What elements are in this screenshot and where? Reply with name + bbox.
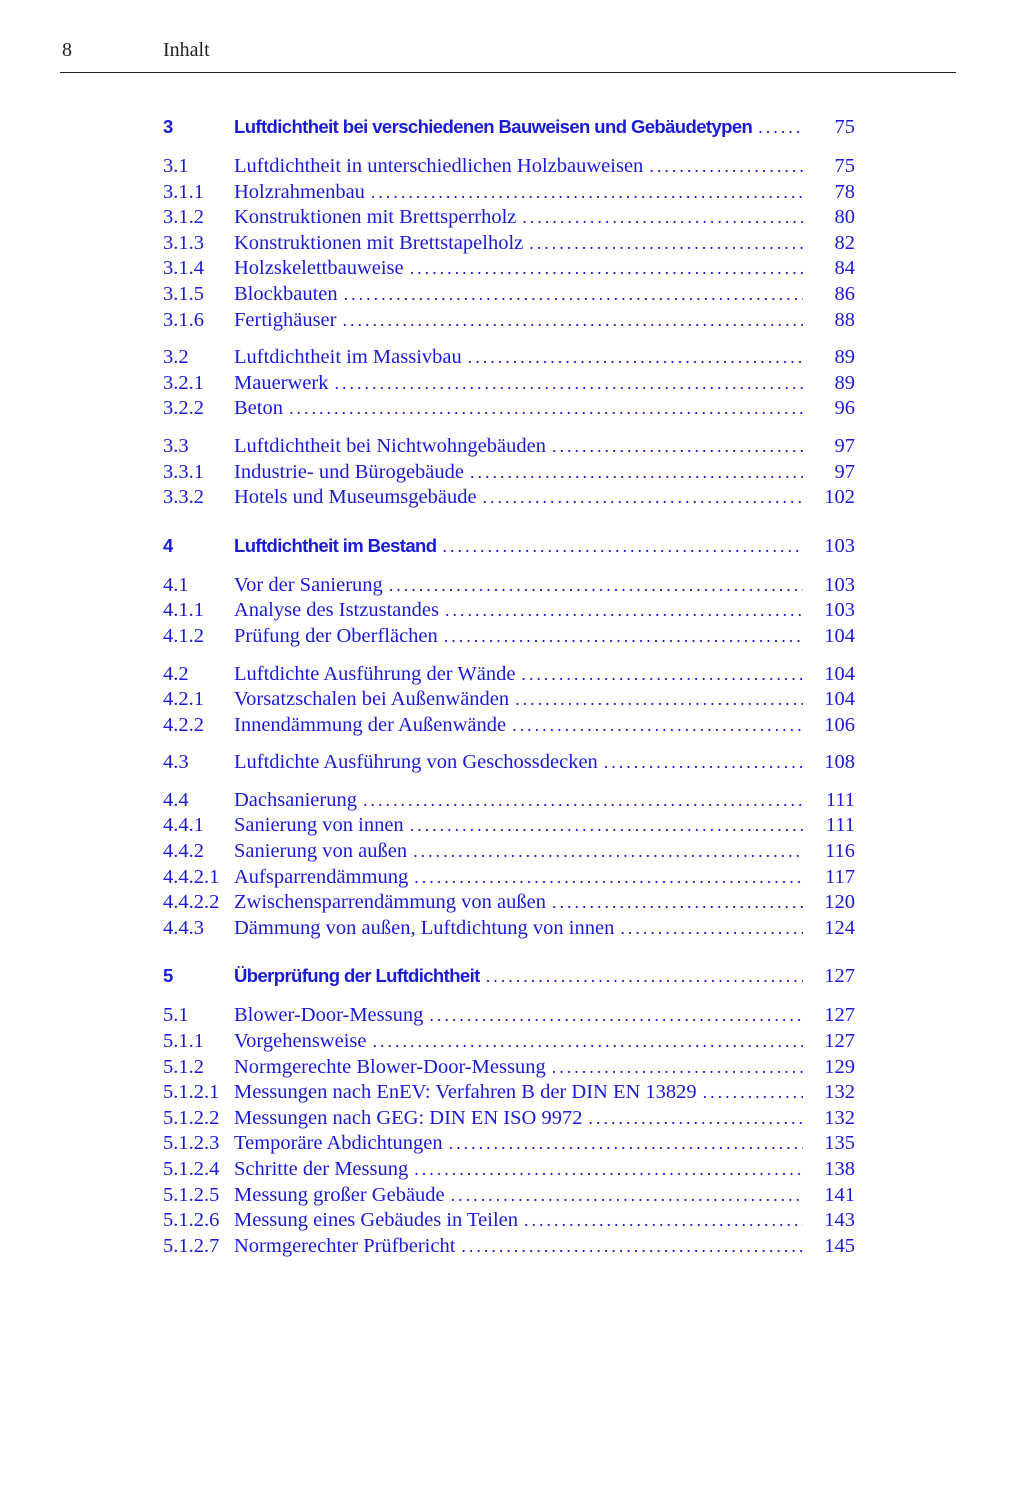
toc-entry-title[interactable]: Konstruktionen mit Brettsperrholz bbox=[234, 205, 522, 231]
toc-chapter-entry[interactable] bbox=[163, 112, 855, 142]
toc-entry-number: 4.4.3 bbox=[163, 916, 204, 939]
toc-entry-number: 4.2.1 bbox=[163, 688, 204, 711]
toc-entry-page[interactable]: 108 bbox=[824, 751, 855, 774]
toc-entry-title[interactable]: Sanierung von innen bbox=[234, 813, 410, 839]
toc-entry-title[interactable]: Normgerechter Prüfbericht bbox=[234, 1234, 461, 1260]
toc-section-group bbox=[163, 154, 855, 333]
toc-entry-title[interactable]: Schritte der Messung bbox=[234, 1157, 414, 1183]
toc-entry-title[interactable]: Analyse des Istzustandes bbox=[234, 598, 445, 624]
toc-entry-page[interactable]: 103 bbox=[824, 534, 855, 557]
toc-entry[interactable] bbox=[163, 687, 855, 713]
toc-entry-page[interactable]: 124 bbox=[824, 916, 855, 939]
toc-entry-number: 3.3.2 bbox=[163, 486, 204, 509]
toc-dot-leader bbox=[515, 687, 803, 713]
toc-entry-page[interactable]: 132 bbox=[824, 1106, 855, 1129]
toc-entry[interactable] bbox=[163, 813, 855, 839]
toc-entry-number: 5.1.2.5 bbox=[163, 1183, 220, 1206]
toc-section-group bbox=[163, 345, 855, 422]
toc-entry-number: 3.3 bbox=[163, 434, 189, 457]
toc-entry-page[interactable]: 88 bbox=[834, 308, 855, 331]
toc-entry-page[interactable]: 96 bbox=[834, 397, 855, 420]
toc-entry-number: 5 bbox=[163, 965, 173, 987]
toc-entry-title[interactable]: Dachsanierung bbox=[234, 788, 363, 814]
toc-entry-page[interactable]: 80 bbox=[834, 206, 855, 229]
toc-entry-number: 4.4.1 bbox=[163, 814, 204, 837]
toc-section-group bbox=[163, 434, 855, 511]
toc-entry-number: 4.1.2 bbox=[163, 624, 204, 647]
toc-dot-leader bbox=[289, 396, 803, 422]
toc-dot-leader bbox=[522, 205, 803, 231]
toc-entry-title[interactable]: Hotels und Museumsgebäude bbox=[234, 485, 483, 511]
toc-entry-number: 5.1.2 bbox=[163, 1055, 204, 1078]
toc-entry-title[interactable]: Vorsatzschalen bei Außenwänden bbox=[234, 687, 515, 713]
toc-entry-number: 3.3.1 bbox=[163, 460, 204, 483]
toc-entry[interactable] bbox=[163, 1029, 855, 1055]
toc-entry-number: 5.1.2.2 bbox=[163, 1106, 220, 1129]
toc-chapter-heading bbox=[163, 112, 855, 142]
toc-dot-leader bbox=[372, 1029, 803, 1055]
toc-dot-leader bbox=[521, 662, 803, 688]
toc-entry-title[interactable]: Holzskelettbauweise bbox=[234, 256, 410, 282]
toc-entry-page[interactable]: 75 bbox=[834, 116, 855, 138]
toc-entry[interactable] bbox=[163, 1208, 855, 1234]
toc-entry[interactable] bbox=[163, 1106, 855, 1132]
toc-entry-number: 5.1 bbox=[163, 1004, 189, 1027]
toc-entry-page[interactable]: 103 bbox=[824, 599, 855, 622]
toc-entry-number: 5.1.2.4 bbox=[163, 1158, 220, 1180]
toc-entry-page[interactable]: 127 bbox=[824, 1004, 855, 1027]
toc-dot-leader bbox=[524, 1208, 803, 1234]
toc-entry-title[interactable]: Messung eines Gebäudes in Teilen bbox=[234, 1208, 524, 1234]
toc-entry-page[interactable]: 117 bbox=[825, 865, 855, 888]
toc-entry-page[interactable]: 135 bbox=[824, 1132, 855, 1155]
toc-dot-leader bbox=[334, 371, 803, 397]
toc-dot-leader bbox=[552, 890, 803, 916]
toc-entry[interactable] bbox=[163, 1055, 855, 1081]
toc-entry-number: 4.4 bbox=[163, 788, 189, 811]
toc-entry-title[interactable]: Blower-Door-Messung bbox=[234, 1003, 429, 1029]
toc-entry[interactable] bbox=[163, 890, 855, 916]
toc-entry-page[interactable]: 75 bbox=[834, 155, 855, 177]
toc-section-group bbox=[163, 788, 855, 942]
toc-entry-number: 3.1.6 bbox=[163, 308, 204, 331]
toc-entry-page[interactable]: 82 bbox=[834, 231, 855, 254]
toc-entry-number: 4.4.2.2 bbox=[163, 891, 220, 914]
toc-entry[interactable] bbox=[163, 865, 855, 891]
toc-entry-page[interactable]: 138 bbox=[824, 1158, 855, 1180]
toc-entry-title[interactable]: Luftdichtheit in unterschiedlichen Holzbauweisen bbox=[234, 154, 649, 180]
toc-entry-number: 5.1.2.1 bbox=[163, 1081, 220, 1104]
toc-dot-leader bbox=[483, 485, 803, 511]
toc-entry[interactable] bbox=[163, 1080, 855, 1106]
toc-entry-number: 3.1.4 bbox=[163, 257, 204, 280]
toc-dot-leader bbox=[703, 1080, 803, 1106]
toc-entry-page[interactable]: 111 bbox=[825, 788, 855, 811]
page-number: 8 bbox=[62, 39, 72, 61]
toc-entry[interactable] bbox=[163, 573, 855, 599]
toc-entry-page[interactable]: 86 bbox=[834, 282, 855, 305]
toc-entry[interactable] bbox=[163, 1131, 855, 1157]
toc-entry-number: 3.1.1 bbox=[163, 180, 204, 203]
toc-entry-title[interactable]: Vorgehensweise bbox=[234, 1029, 372, 1055]
toc-entry-title[interactable]: Luftdichtheit im Massivbau bbox=[234, 345, 468, 371]
toc-entry[interactable] bbox=[163, 598, 855, 624]
toc-dot-leader bbox=[414, 865, 803, 891]
toc-section-group bbox=[163, 750, 855, 776]
table-of-contents bbox=[163, 112, 855, 1259]
toc-entry-number: 3 bbox=[163, 116, 173, 137]
toc-entry[interactable] bbox=[163, 662, 855, 688]
toc-entry-page[interactable]: 104 bbox=[824, 662, 855, 685]
toc-entry[interactable] bbox=[163, 396, 855, 422]
toc-dot-leader bbox=[461, 1234, 803, 1260]
toc-dot-leader bbox=[552, 1055, 803, 1081]
toc-entry-title[interactable]: Mauerwerk bbox=[234, 371, 334, 397]
toc-dot-leader bbox=[470, 460, 803, 486]
toc-entry-number: 5.1.2.7 bbox=[163, 1234, 220, 1257]
toc-entry[interactable] bbox=[163, 231, 855, 257]
toc-entry-number: 4.4.2 bbox=[163, 840, 204, 863]
toc-entry-page[interactable]: 89 bbox=[834, 371, 855, 394]
toc-dot-leader bbox=[389, 573, 803, 599]
toc-dot-leader bbox=[414, 1157, 803, 1183]
toc-entry-title[interactable]: Messungen nach GEG: DIN EN ISO 9972 bbox=[234, 1106, 588, 1132]
toc-entry[interactable] bbox=[163, 485, 855, 511]
toc-entry-title[interactable]: Überprüfung der Luftdichtheit bbox=[234, 961, 486, 991]
toc-dot-leader bbox=[342, 308, 803, 334]
toc-section-group bbox=[163, 662, 855, 739]
toc-entry-page[interactable]: 89 bbox=[834, 346, 855, 369]
toc-entry-title[interactable]: Normgerechte Blower-Door-Messung bbox=[234, 1055, 552, 1081]
toc-dot-leader bbox=[445, 598, 803, 624]
toc-chapter bbox=[163, 112, 855, 511]
toc-entry-title[interactable]: Industrie- und Bürogebäude bbox=[234, 460, 470, 486]
toc-entry-number: 3.1.2 bbox=[163, 206, 204, 229]
toc-entry-title[interactable]: Prüfung der Oberflächen bbox=[234, 624, 444, 650]
toc-dot-leader bbox=[529, 231, 803, 257]
toc-dot-leader bbox=[451, 1183, 803, 1209]
toc-entry-title[interactable]: Luftdichte Ausführung der Wände bbox=[234, 662, 521, 688]
toc-entry-title[interactable]: Luftdichtheit im Bestand bbox=[234, 531, 442, 561]
toc-entry-page[interactable]: 143 bbox=[824, 1209, 855, 1232]
toc-entry-title[interactable]: Holzrahmenbau bbox=[234, 180, 371, 206]
toc-entry-page[interactable]: 104 bbox=[824, 624, 855, 647]
toc-entry-page[interactable]: 78 bbox=[834, 180, 855, 203]
toc-entry-page[interactable]: 145 bbox=[824, 1234, 855, 1257]
toc-entry[interactable] bbox=[163, 1003, 855, 1029]
toc-entry[interactable] bbox=[163, 371, 855, 397]
toc-entry-page[interactable]: 102 bbox=[824, 486, 855, 509]
toc-entry[interactable] bbox=[163, 750, 855, 776]
toc-entry[interactable] bbox=[163, 256, 855, 282]
toc-entry-page[interactable]: 132 bbox=[824, 1081, 855, 1104]
toc-entry-number: 4.3 bbox=[163, 751, 189, 774]
toc-entry-page[interactable]: 116 bbox=[825, 840, 855, 863]
toc-entry[interactable] bbox=[163, 624, 855, 650]
toc-entry-page[interactable]: 97 bbox=[834, 434, 855, 457]
toc-entry-title[interactable]: Blockbauten bbox=[234, 282, 344, 308]
toc-entry-number: 3.1 bbox=[163, 155, 189, 177]
toc-chapter bbox=[163, 961, 855, 1259]
toc-dot-leader bbox=[410, 256, 803, 282]
page-header bbox=[60, 38, 956, 73]
toc-entry-title[interactable]: Aufsparrendämmung bbox=[234, 865, 414, 891]
toc-entry[interactable] bbox=[163, 180, 855, 206]
toc-entry-page[interactable]: 141 bbox=[824, 1183, 855, 1206]
toc-entry[interactable] bbox=[163, 788, 855, 814]
toc-dot-leader bbox=[413, 839, 803, 865]
toc-dot-leader bbox=[371, 180, 803, 206]
toc-chapter-entry[interactable] bbox=[163, 961, 855, 991]
toc-entry[interactable] bbox=[163, 308, 855, 334]
toc-entry-page[interactable]: 103 bbox=[824, 573, 855, 596]
toc-entry-number: 3.2.2 bbox=[163, 397, 204, 420]
toc-entry-title[interactable]: Vor der Sanierung bbox=[234, 573, 389, 599]
toc-entry-number: 4 bbox=[163, 534, 173, 556]
toc-dot-leader bbox=[410, 813, 803, 839]
toc-dot-leader bbox=[604, 750, 803, 776]
toc-entry[interactable] bbox=[163, 345, 855, 371]
running-title: Inhalt bbox=[163, 39, 210, 61]
toc-dot-leader bbox=[449, 1131, 803, 1157]
toc-entry-number: 5.1.1 bbox=[163, 1030, 204, 1053]
toc-entry[interactable] bbox=[163, 1183, 855, 1209]
toc-chapter-heading bbox=[163, 531, 855, 561]
toc-entry[interactable] bbox=[163, 205, 855, 231]
toc-entry-number: 4.1 bbox=[163, 573, 189, 596]
toc-entry-page[interactable]: 104 bbox=[824, 688, 855, 711]
toc-entry[interactable] bbox=[163, 1234, 855, 1260]
toc-dot-leader bbox=[444, 624, 803, 650]
toc-entry-number: 3.2 bbox=[163, 346, 189, 369]
toc-chapter bbox=[163, 531, 855, 942]
toc-section-group bbox=[163, 1003, 855, 1259]
toc-entry[interactable] bbox=[163, 839, 855, 865]
toc-entry[interactable] bbox=[163, 713, 855, 739]
toc-entry-page[interactable]: 106 bbox=[824, 713, 855, 736]
toc-entry-title[interactable]: Beton bbox=[234, 396, 289, 422]
toc-entry-page[interactable]: 127 bbox=[824, 965, 855, 988]
toc-entry-title[interactable]: Luftdichtheit bei verschiedenen Bauweisen und Gebäudetypen bbox=[234, 112, 758, 142]
toc-entry-number: 4.1.1 bbox=[163, 599, 204, 622]
toc-entry-number: 3.2.1 bbox=[163, 371, 204, 394]
toc-entry-title[interactable]: Temporäre Abdichtungen bbox=[234, 1131, 449, 1157]
toc-entry-number: 4.2.2 bbox=[163, 713, 204, 736]
toc-dot-leader bbox=[344, 282, 803, 308]
toc-dot-leader bbox=[588, 1106, 803, 1132]
toc-dot-leader bbox=[468, 345, 803, 371]
toc-entry-title[interactable]: Zwischensparrendämmung von außen bbox=[234, 890, 552, 916]
toc-entry-page[interactable]: 120 bbox=[824, 891, 855, 914]
toc-entry[interactable] bbox=[163, 434, 855, 460]
toc-entry-number: 3.1.5 bbox=[163, 282, 204, 305]
toc-dot-leader bbox=[486, 961, 803, 991]
toc-entry-number: 3.1.3 bbox=[163, 231, 204, 254]
toc-entry-title[interactable]: Luftdichte Ausführung von Geschossdecken bbox=[234, 750, 604, 776]
toc-entry-page[interactable]: 127 bbox=[824, 1030, 855, 1053]
toc-dot-leader bbox=[512, 713, 803, 739]
toc-dot-leader bbox=[363, 788, 803, 814]
toc-entry-page[interactable]: 84 bbox=[834, 257, 855, 280]
toc-dot-leader bbox=[552, 434, 803, 460]
toc-entry-number: 4.2 bbox=[163, 662, 189, 685]
toc-entry[interactable] bbox=[163, 460, 855, 486]
toc-entry-number: 4.4.2.1 bbox=[163, 865, 220, 888]
toc-entry-title[interactable]: Luftdichtheit bei Nichtwohngebäuden bbox=[234, 434, 552, 460]
toc-entry-page[interactable]: 111 bbox=[825, 814, 855, 837]
toc-entry-number: 5.1.2.3 bbox=[163, 1132, 220, 1155]
toc-entry-title[interactable]: Dämmung von außen, Luftdichtung von innen bbox=[234, 916, 620, 942]
toc-entry-title[interactable]: Messungen nach EnEV: Verfahren B der DIN EN 13829 bbox=[234, 1080, 703, 1106]
toc-entry-title[interactable]: Fertighäuser bbox=[234, 308, 342, 334]
toc-dot-leader bbox=[649, 154, 803, 180]
toc-dot-leader bbox=[758, 112, 803, 142]
toc-dot-leader bbox=[429, 1003, 803, 1029]
toc-entry-page[interactable]: 97 bbox=[834, 460, 855, 483]
toc-entry[interactable] bbox=[163, 154, 855, 180]
toc-entry[interactable] bbox=[163, 1157, 855, 1183]
toc-chapter-heading bbox=[163, 961, 855, 991]
toc-dot-leader bbox=[620, 916, 803, 942]
toc-entry-title[interactable]: Sanierung von außen bbox=[234, 839, 413, 865]
toc-entry-title[interactable]: Konstruktionen mit Brettstapelholz bbox=[234, 231, 529, 257]
toc-entry[interactable] bbox=[163, 282, 855, 308]
toc-entry-title[interactable]: Messung großer Gebäude bbox=[234, 1183, 451, 1209]
toc-entry-number: 5.1.2.6 bbox=[163, 1209, 220, 1232]
toc-section-group bbox=[163, 573, 855, 650]
toc-entry[interactable] bbox=[163, 916, 855, 942]
toc-entry-page[interactable]: 129 bbox=[824, 1055, 855, 1078]
toc-entry-title[interactable]: Innendämmung der Außenwände bbox=[234, 713, 512, 739]
toc-dot-leader bbox=[442, 531, 803, 561]
toc-chapter-entry[interactable] bbox=[163, 531, 855, 561]
